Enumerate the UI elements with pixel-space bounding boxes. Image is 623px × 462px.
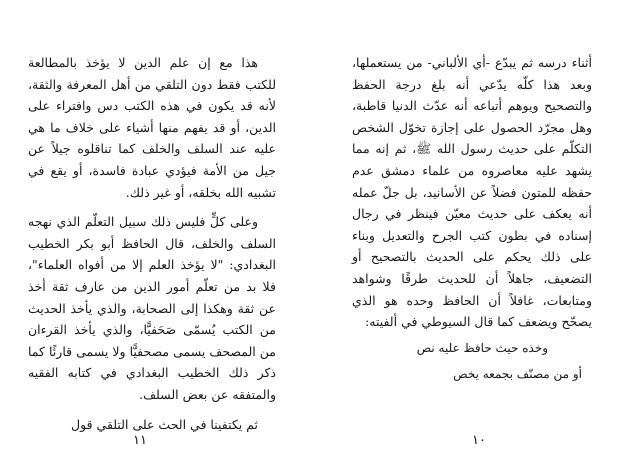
left-page-number: ١١ xyxy=(133,433,147,448)
left-paragraph-3: ثم يكتفينا في الحث على التلقي قول xyxy=(71,416,258,432)
poem-verse-2: أو من مصنّف بجمعه يخص xyxy=(453,366,582,381)
right-page xyxy=(352,52,592,407)
left-page xyxy=(28,52,276,432)
poem-verse-1: وخذه حيث حافظ عليه نص xyxy=(416,340,548,355)
left-paragraph-2: وعلى كلٍّ فليس ذلك سبيل التعلّم الذي نهجه السلف والخلف، قال الحافظ أبو بكر الخطيب البغدادي: "لا يؤخذ العلم إلا من أفواه العلماء"، فلا بد من تعلّم أمور الدين من عارف ثقة أخذ عن ثقة وهكذا إلى الصحابة، والذي يأخذ الحديث من الكتب يُسمّى صَحَفيًّا، والذي يأخذ القرءان من المصحف يسمى مصحفيًّا ولا يسمى قارئًا كما ذكر ذلك الخطيب البغدادي في كتابه الفقيه والمتفقه عن بعض السلف. xyxy=(28,214,276,402)
right-page-number: ١٠ xyxy=(472,433,486,448)
left-paragraph-1: هذا مع إن علم الدين لا يؤخذ بالمطالعة للكتب فقط دون التلقي من أهل المعرفة والثقة، لأنه قد يكون في هذه الكتب دس وافتراء على الدين، أو قد يفهم منها أشياء على خلاف ما هي عليه عند السلف والخلف كما تناقلوه جيلاً عن جيل من الأمة فيؤدي عبادة فاسدة، أو يقع في تشبيه الله بخلقه، أو غير ذلك. xyxy=(28,55,276,200)
right-paragraph-1: أثناء درسه ثم يبدّع -أي الألباني- من يستعملها، وبعد هذا كلّه يدّعي أنه بلغ درجة الحفظ والتصحيح ويوهم أتباعه أنه عدّث الدنيا قاطبة، وهل مجرّد الحصول على إجازة تخوّل الشخص التكلّم على حديث رسول الله ﷺ، ثم إنه مما يشهد عليه معاصروه من علماء دمشق عدم حفظه للمتون فضلاً عن الأسانيد، بل جلّ عمله أنه يعكف على حديث معيّن فينظر في رجال إسناده في بطون كتب الجرح والتعديل وبناء على ذلك يحكم على الحديث بالتصحيح أو التضعيف، جاهلاً أن للحديث طرقًا وشواهد ومتابعات، غافلاً أن الحافظ وحده هو الذي يصحّح ويضعف كما قال السيوطي في ألفيته: xyxy=(352,55,592,330)
